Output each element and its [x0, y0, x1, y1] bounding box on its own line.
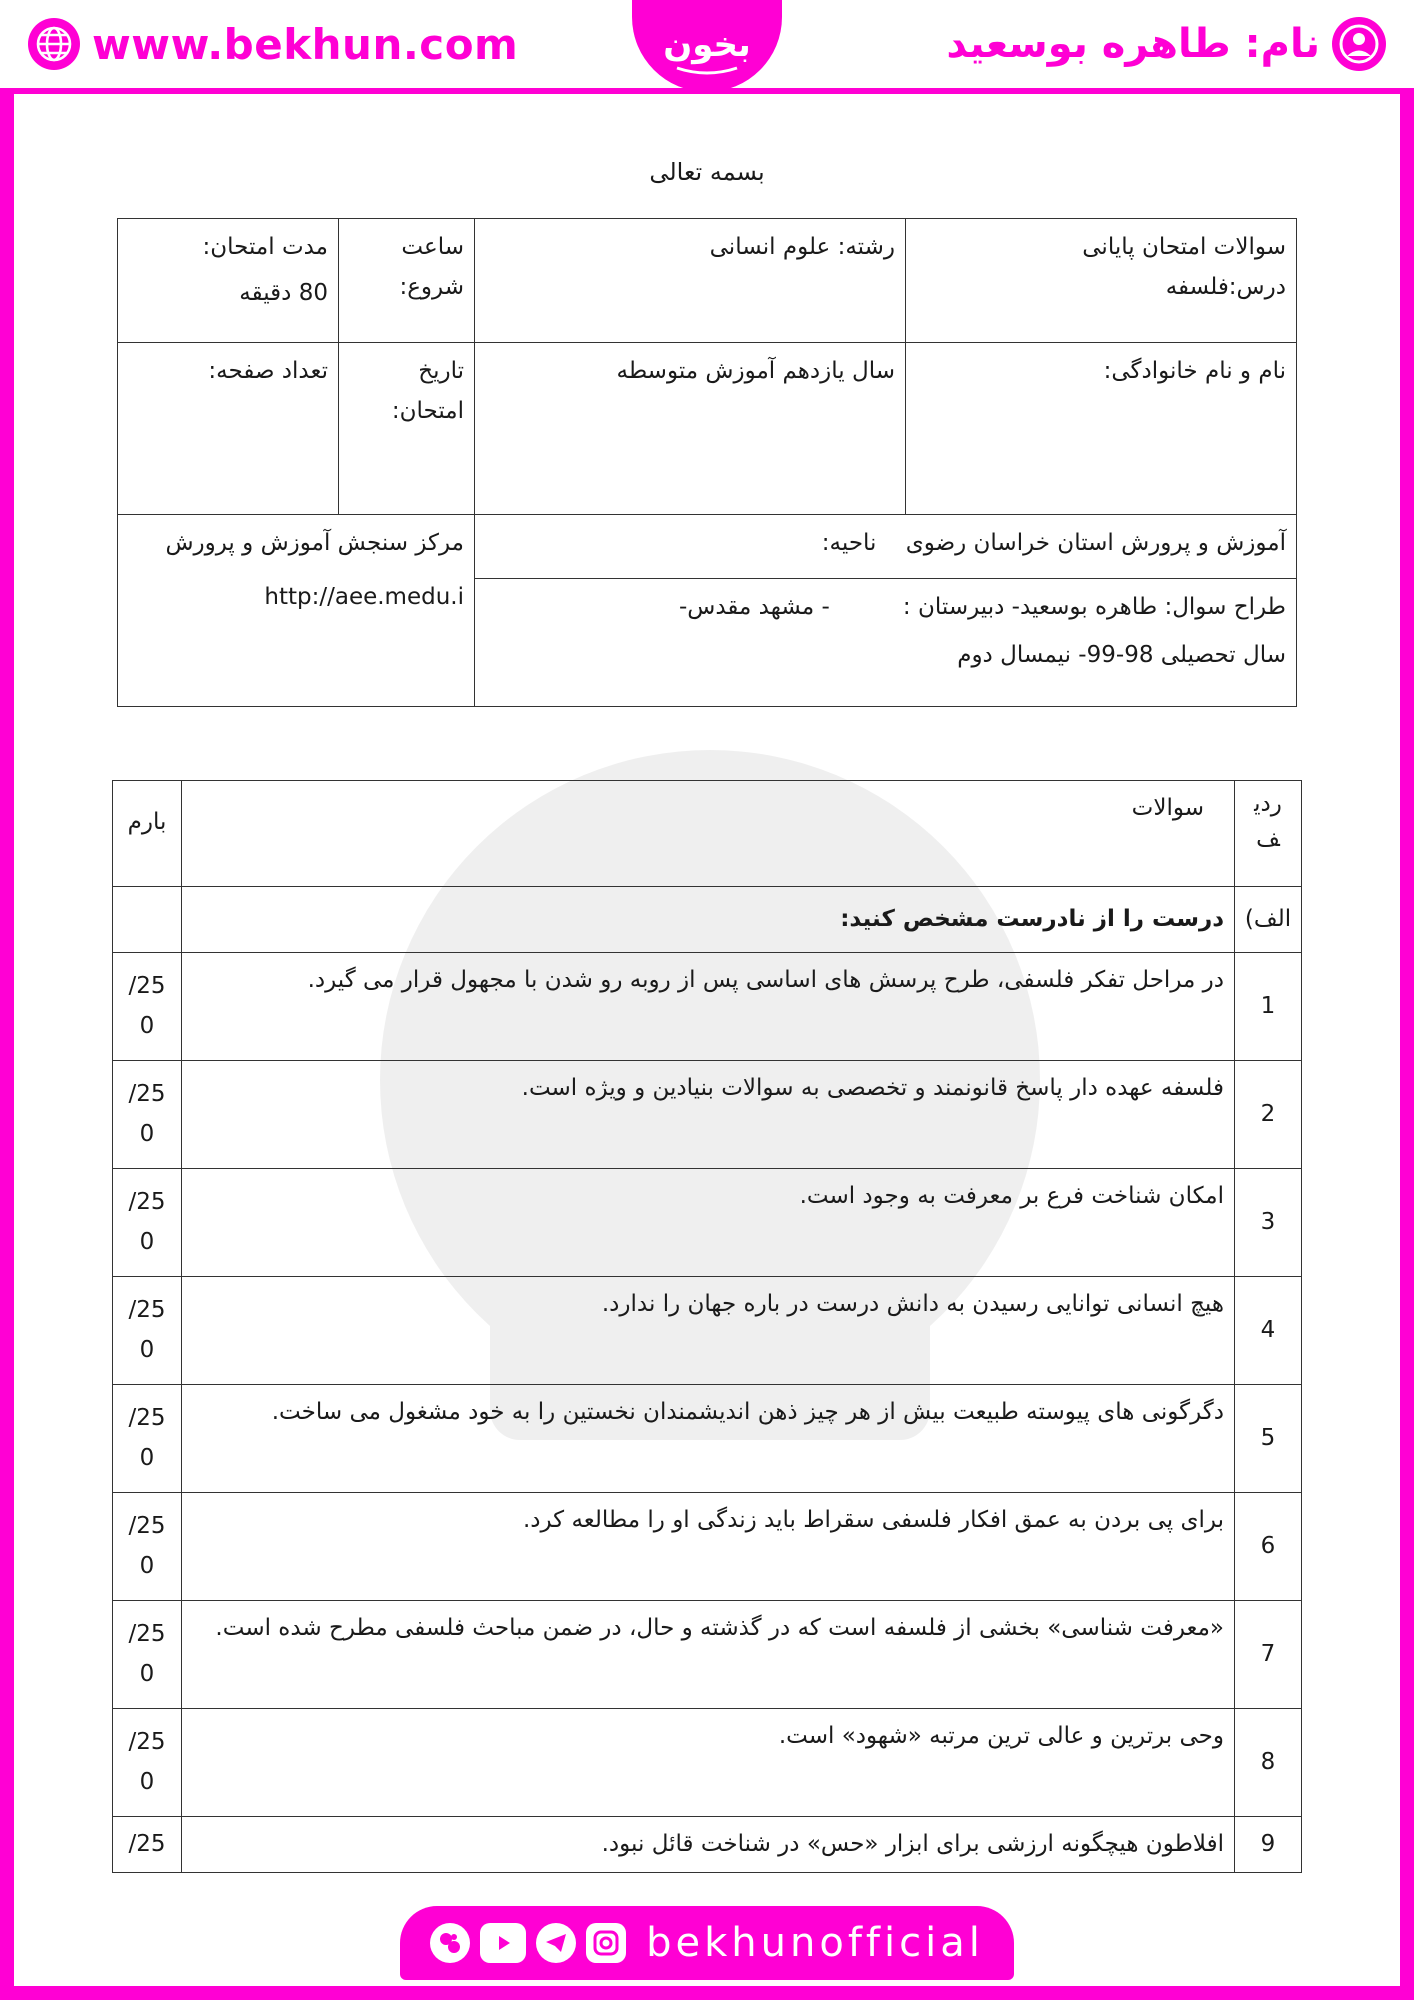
question-number-text: 9 [1260, 1831, 1276, 1857]
question-number [1235, 1277, 1302, 1385]
instagram-icon[interactable] [586, 1923, 626, 1963]
exam-title: سوالات امتحان پایانی [1082, 234, 1286, 260]
logo-text: بخون [663, 25, 751, 65]
question-text: هیچ انسانی توانایی رسیدن به دانش درست در باره جهان را ندارد. [601, 1291, 1224, 1317]
question-text-cell [182, 1385, 1235, 1493]
question-number [1235, 1493, 1302, 1601]
question-row [113, 1601, 1302, 1709]
center-url[interactable]: http://aee.medu.i [264, 584, 464, 611]
question-text: فلسفه عهده دار پاسخ قانونمند و تخصصی به سوالات بنیادین و ویژه است. [521, 1075, 1224, 1101]
question-text: امکان شناخت فرع بر معرفت به وجود است. [799, 1183, 1224, 1209]
section-title: درست را از نادرست مشخص کنید: [840, 905, 1224, 932]
name-cell [906, 343, 1297, 515]
question-score-b: 0 [139, 1768, 155, 1795]
question-score-a: /25 [128, 1189, 166, 1216]
center-name: مرکز سنجش آموزش و پرورش [165, 530, 464, 556]
question-text-cell [182, 1493, 1235, 1601]
question-score-a: /25 [128, 1081, 166, 1108]
question-score [113, 1709, 182, 1817]
question-text: «معرفت شناسی» بخشی از فلسفه است که در گذشته و حال، در ضمن مباحث فلسفی مطرح شده است. [215, 1615, 1224, 1641]
question-number [1235, 1061, 1302, 1169]
exam-title-cell [906, 219, 1297, 343]
question-text: دگرگونی های پیوسته طبیعت بیش از هر چیز ذهن اندیشمندان نخستین را به خود مشغول می ساخت. [271, 1399, 1224, 1425]
question-score-b: 0 [139, 1552, 155, 1579]
question-row [113, 1061, 1302, 1169]
duration-cell [118, 219, 339, 343]
header-questions [182, 781, 1235, 887]
question-number [1235, 1709, 1302, 1817]
field-cell [475, 219, 906, 343]
question-score-b: 0 [139, 1444, 155, 1471]
question-row [113, 1817, 1302, 1873]
question-number [1235, 1385, 1302, 1493]
center-cell [118, 515, 475, 707]
question-row [113, 1709, 1302, 1817]
question-number-text: 2 [1260, 1100, 1276, 1127]
question-number-text: 3 [1260, 1208, 1276, 1235]
question-number [1235, 1817, 1302, 1873]
exam-date-label: تاریخ امتحان: [391, 358, 464, 425]
question-score [113, 1385, 182, 1493]
duration-value: 80 دقیقه [239, 280, 328, 307]
question-number [1235, 1169, 1302, 1277]
site-url[interactable]: www.bekhun.com [92, 19, 519, 69]
section-score-cell [113, 887, 182, 953]
duration-label: مدت امتحان: [202, 234, 328, 260]
header-score [113, 781, 182, 887]
question-number [1235, 953, 1302, 1061]
question-score [113, 1061, 182, 1169]
province-text: آموزش و پرورش استان خراسان رضوی ناحیه: [821, 530, 1286, 556]
question-row [113, 1277, 1302, 1385]
question-text-cell [182, 1061, 1235, 1169]
question-text-cell [182, 953, 1235, 1061]
designer-cell [475, 579, 1297, 707]
question-score [113, 953, 182, 1061]
question-text: افلاطون هیچگونه ارزشی برای ابزار «حس» در شناخت قائل نبود. [601, 1831, 1224, 1857]
question-score-a: /25 [128, 1729, 166, 1756]
question-score [113, 1817, 182, 1873]
question-text-cell [182, 1817, 1235, 1873]
question-number-text: 1 [1260, 992, 1276, 1019]
field-name: رشته: علوم انسانی [709, 234, 895, 260]
academic-year: سال تحصیلی 98-99- نیمسال دوم [957, 642, 1286, 669]
province-cell [475, 515, 1297, 579]
header-num-label: ردیف [1254, 791, 1282, 852]
start-time-cell [339, 219, 475, 343]
question-text: وحی برترین و عالی ترین مرتبه «شهود» است. [778, 1723, 1224, 1749]
question-text: برای پی بردن به عمق افکار فلسفی سقراط باید زندگی او را مطالعه کرد. [522, 1507, 1224, 1533]
question-number-text: 8 [1260, 1748, 1276, 1775]
exam-info-table [117, 218, 1297, 707]
question-row [113, 953, 1302, 1061]
header-questions-label: سوالات [1131, 795, 1204, 821]
question-score [113, 1277, 182, 1385]
question-text-cell [182, 1601, 1235, 1709]
header-score-label: بارم [127, 809, 167, 835]
telegram-icon[interactable] [536, 1923, 576, 1963]
question-text: در مراحل تفکر فلسفی، طرح پرسش های اساسی پس از روبه رو شدن با مجهول قرار می گیرد. [307, 967, 1224, 993]
social-footer [400, 1906, 1014, 1980]
question-row [113, 1169, 1302, 1277]
question-score [113, 1601, 182, 1709]
section-label-cell [1235, 887, 1302, 953]
page-title: بسمه تعالی [649, 158, 765, 186]
question-score [113, 1169, 182, 1277]
question-score-a: /25 [128, 1621, 166, 1648]
question-text-cell [182, 1277, 1235, 1385]
globe-icon [28, 18, 80, 70]
pages-label: تعداد صفحه: [208, 358, 328, 384]
question-score [113, 1493, 182, 1601]
question-score-a: /25 [128, 973, 166, 1000]
exam-date-cell [339, 343, 475, 515]
question-row [113, 1493, 1302, 1601]
grade-text: سال یازدهم آموزش متوسطه [616, 358, 895, 384]
question-text-cell [182, 1169, 1235, 1277]
site-link[interactable] [28, 16, 518, 72]
question-number-text: 7 [1260, 1640, 1276, 1667]
name-label: نام و نام خانوادگی: [1103, 358, 1286, 384]
section-label: الف) [1244, 905, 1292, 932]
grade-cell [475, 343, 906, 515]
question-score-b: 0 [139, 1012, 155, 1039]
question-score-a: /25 [128, 1831, 166, 1857]
chat-bubbles-icon[interactable] [430, 1923, 470, 1963]
question-score-b: 0 [139, 1120, 155, 1147]
youtube-icon[interactable] [480, 1923, 526, 1963]
course-name: درس:فلسفه [1165, 274, 1286, 301]
section-title-cell [182, 887, 1235, 953]
designer-text: طراح سوال: طاهره بوسعید- دبیرستان : - مشهد مقدس- [678, 594, 1286, 620]
question-score-b: 0 [139, 1228, 155, 1255]
questions-table [112, 780, 1302, 1873]
question-number-text: 6 [1260, 1532, 1276, 1559]
social-handle[interactable]: bekhunofficial [646, 1920, 984, 1966]
brand-logo [632, 0, 782, 92]
question-score-b: 0 [139, 1336, 155, 1363]
user-icon [1332, 17, 1386, 71]
owner-info [946, 16, 1386, 72]
question-score-a: /25 [128, 1405, 166, 1432]
owner-name: نام: طاهره بوسعید [946, 21, 1320, 67]
question-number-text: 5 [1260, 1424, 1276, 1451]
question-score-b: 0 [139, 1660, 155, 1687]
page-header [0, 0, 1414, 94]
question-score-a: /25 [128, 1297, 166, 1324]
pages-cell [118, 343, 339, 515]
question-score-a: /25 [128, 1513, 166, 1540]
header-num [1235, 781, 1302, 887]
question-row [113, 1385, 1302, 1493]
question-number-text: 4 [1260, 1316, 1276, 1343]
start-time-label: ساعت شروع: [399, 234, 464, 301]
question-number [1235, 1601, 1302, 1709]
question-text-cell [182, 1709, 1235, 1817]
questions-body [113, 953, 1302, 1873]
